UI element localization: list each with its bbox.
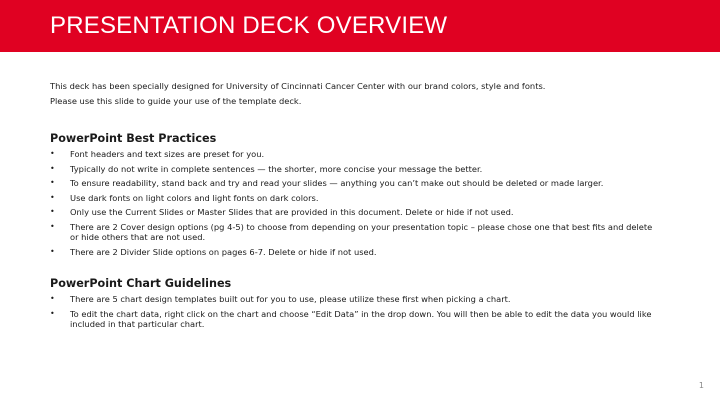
list-item-text: Use dark fonts on light colors and light fonts on dark colors. [70, 192, 319, 203]
list-item-text: Typically do not write in complete sentences — the shorter, more concise your message the better. [70, 163, 483, 174]
bullet-icon: • [50, 308, 55, 318]
list-item [50, 207, 660, 217]
bullet-icon: • [50, 207, 55, 217]
chart-guidelines-list [50, 294, 680, 329]
bullet-icon: • [50, 178, 55, 188]
list-item-text: Only use the Current Slides or Master Slides that are provided in this document. Delete or hide if not used. [70, 207, 514, 218]
best-practices-heading: PowerPoint Best Practices [50, 132, 217, 145]
bullet-icon: • [50, 163, 55, 173]
page-number: 1 [698, 381, 704, 390]
list-item-text: Font headers and text sizes are preset for you. [70, 149, 265, 159]
bullet-icon: • [50, 149, 55, 158]
list-item [50, 222, 660, 242]
best-practices-section [50, 132, 680, 261]
title-banner [0, 0, 720, 52]
list-item-text: There are 2 Cover design options (pg 4-5) to choose from depending on your presentation topic – please chose one that best fits and delete or hide others that are not used. [70, 221, 653, 242]
list-item [50, 149, 660, 159]
list-item [50, 193, 660, 203]
best-practices-list [50, 149, 680, 257]
list-item-text: To edit the chart data, right click on the chart and choose “Edit Data” in the drop down. You will then be able to edit the data you would like included in that particular chart. [70, 308, 652, 329]
slide-title: PRESENTATION DECK OVERVIEW [50, 12, 448, 39]
chart-guidelines-section [50, 277, 680, 333]
intro-line: Please use this slide to guide your use of the template deck. [50, 96, 302, 106]
bullet-icon: • [50, 192, 55, 202]
intro-text [50, 79, 680, 109]
list-item-text: There are 2 Divider Slide options on pages 6-7. Delete or hide if not used. [70, 246, 377, 257]
bullet-icon: • [50, 246, 55, 256]
list-item [50, 164, 660, 174]
list-item [50, 309, 660, 329]
chart-guidelines-heading: PowerPoint Chart Guidelines [50, 277, 232, 290]
list-item-text: There are 5 chart design templates built out for you to use, please utilize these first when picking a chart. [70, 294, 511, 304]
list-item [50, 178, 660, 188]
bullet-icon: • [50, 294, 55, 303]
list-item [50, 294, 660, 304]
bullet-icon: • [50, 221, 55, 231]
list-item-text: To ensure readability, stand back and try and read your slides — anything you can’t make out should be deleted or made larger. [70, 178, 604, 189]
intro-line: This deck has been specially designed for University of Cincinnati Cancer Center with our brand colors, style and fonts. [50, 81, 546, 91]
list-item [50, 247, 660, 257]
